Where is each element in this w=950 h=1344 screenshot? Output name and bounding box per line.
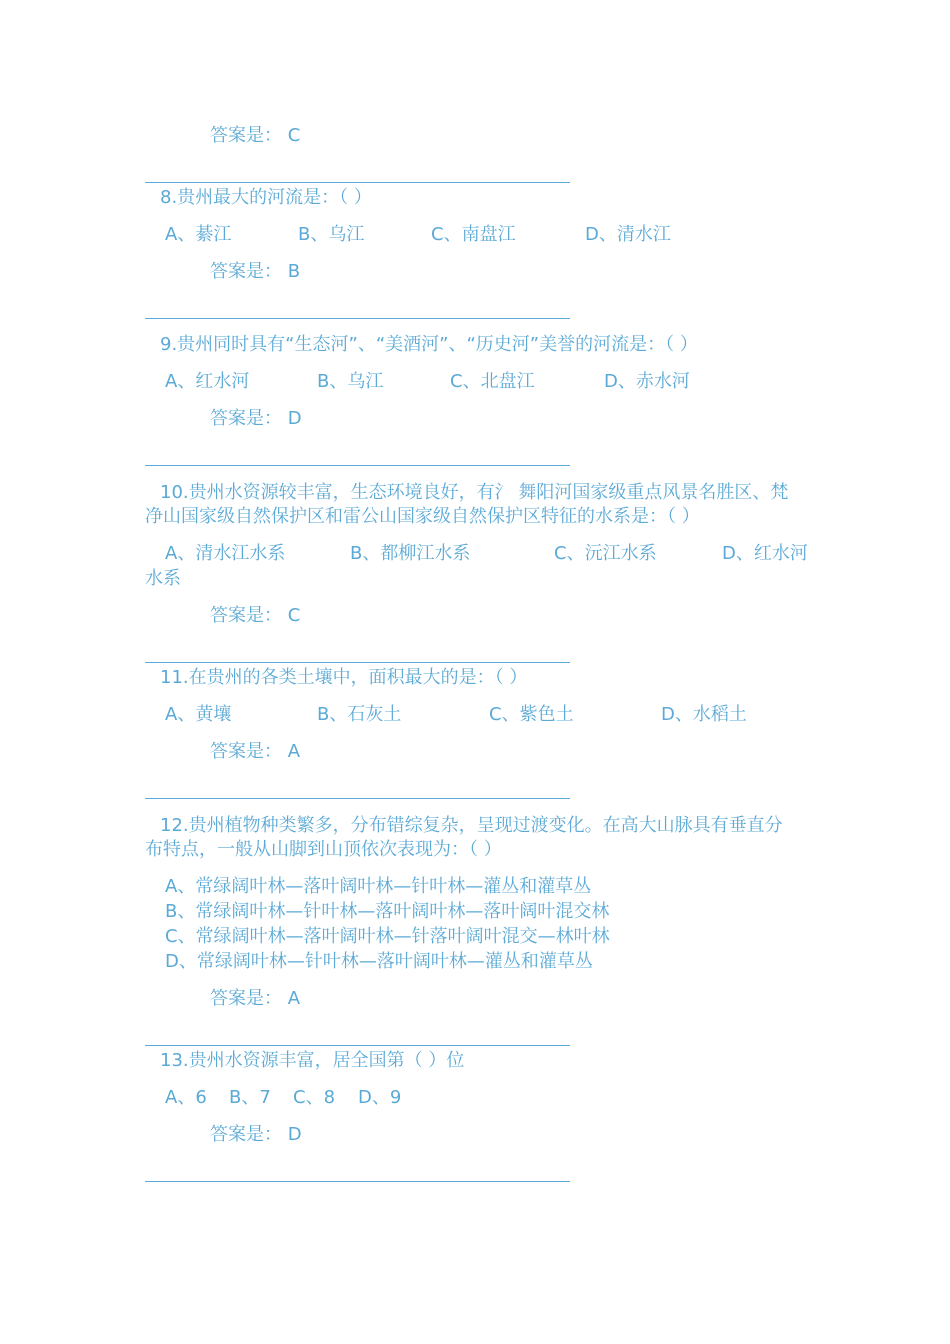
question-9-stem: 9.贵州同时具有“生态河”、“美酒河”、“历史河”美誉的河流是：（ ） [160,334,698,355]
question-12-stem-line1: 12.贵州植物种类繁多，分布错综复杂，呈现过渡变化。在高大山脉具有垂直分 [160,815,783,836]
question-12-answer: 答案是： A [210,988,301,1009]
answer-text: 答案是： C [210,125,301,146]
question-9-option-d: D、赤水河 [604,371,690,392]
question-9-option-c: C、北盘江 [450,371,535,392]
question-11-option-b: B、石灰土 [317,704,402,725]
question-10-option-b: B、都柳江水系 [350,543,471,564]
question-9-answer: 答案是： D [210,408,302,429]
question-11-option-a: A、黄壤 [165,704,232,725]
question-12-option-d: D、常绿阔叶林—针叶林—落叶阔叶林—灌丛和灌草丛 [165,951,593,972]
question-13-option-d: D、9 [358,1087,402,1108]
question-11-answer: 答案是： A [210,741,301,762]
divider [145,1045,570,1046]
question-10-option-c: C、沅江水系 [554,543,657,564]
question-8-option-b: B、乌江 [298,224,365,245]
question-10-stem-line2: 净山国家级自然保护区和雷公山国家级自然保护区特征的水系是：（ ） [145,506,700,527]
question-10-answer: 答案是： C [210,605,301,626]
question-10-stem-line1: 10.贵州水资源较丰富，生态环境良好，有氵 舞阳河国家级重点风景名胜区、梵 [160,482,789,503]
question-12-option-c: C、常绿阔叶林—落叶阔叶林—针落叶阔叶混交—林叶林 [165,926,610,947]
question-8-answer: 答案是： B [210,261,301,282]
question-8-option-a: A、綦江 [165,224,232,245]
divider [145,1181,570,1182]
question-10-option-a: A、清水江水系 [165,543,286,564]
question-8-stem: 8.贵州最大的河流是：（ ） [160,187,372,208]
question-11-option-c: C、紫色土 [489,704,574,725]
divider [145,182,570,183]
question-9-option-a: A、红水河 [165,371,250,392]
question-13-option-a: A、6 [165,1087,207,1108]
divider [145,318,570,319]
question-10-option-d: D、红水河 [722,543,808,564]
question-12-option-b: B、常绿阔叶林—针叶林—落叶阔叶林—落叶阔叶混交林 [165,901,610,922]
question-12-option-a: A、常绿阔叶林—落叶阔叶林—针叶林—灌丛和灌草丛 [165,876,592,897]
question-8-option-d: D、清水江 [585,224,671,245]
question-13-option-c: C、8 [293,1087,336,1108]
question-9-option-b: B、乌江 [317,371,384,392]
divider [145,662,570,663]
question-13-answer: 答案是： D [210,1124,302,1145]
question-13-stem: 13.贵州水资源丰富，居全国第（ ）位 [160,1050,465,1071]
question-12-stem-line2: 布特点，一般从山脚到山顶依次表现为：（ ） [145,839,502,860]
question-13-option-b: B、7 [229,1087,271,1108]
question-11-option-d: D、水稻土 [661,704,747,725]
question-10-option-d-overflow: 水系 [145,568,181,589]
divider [145,798,570,799]
question-8-option-c: C、南盘江 [431,224,516,245]
divider [145,465,570,466]
question-11-stem: 11.在贵州的各类土壤中，面积最大的是：（ ） [160,667,528,688]
